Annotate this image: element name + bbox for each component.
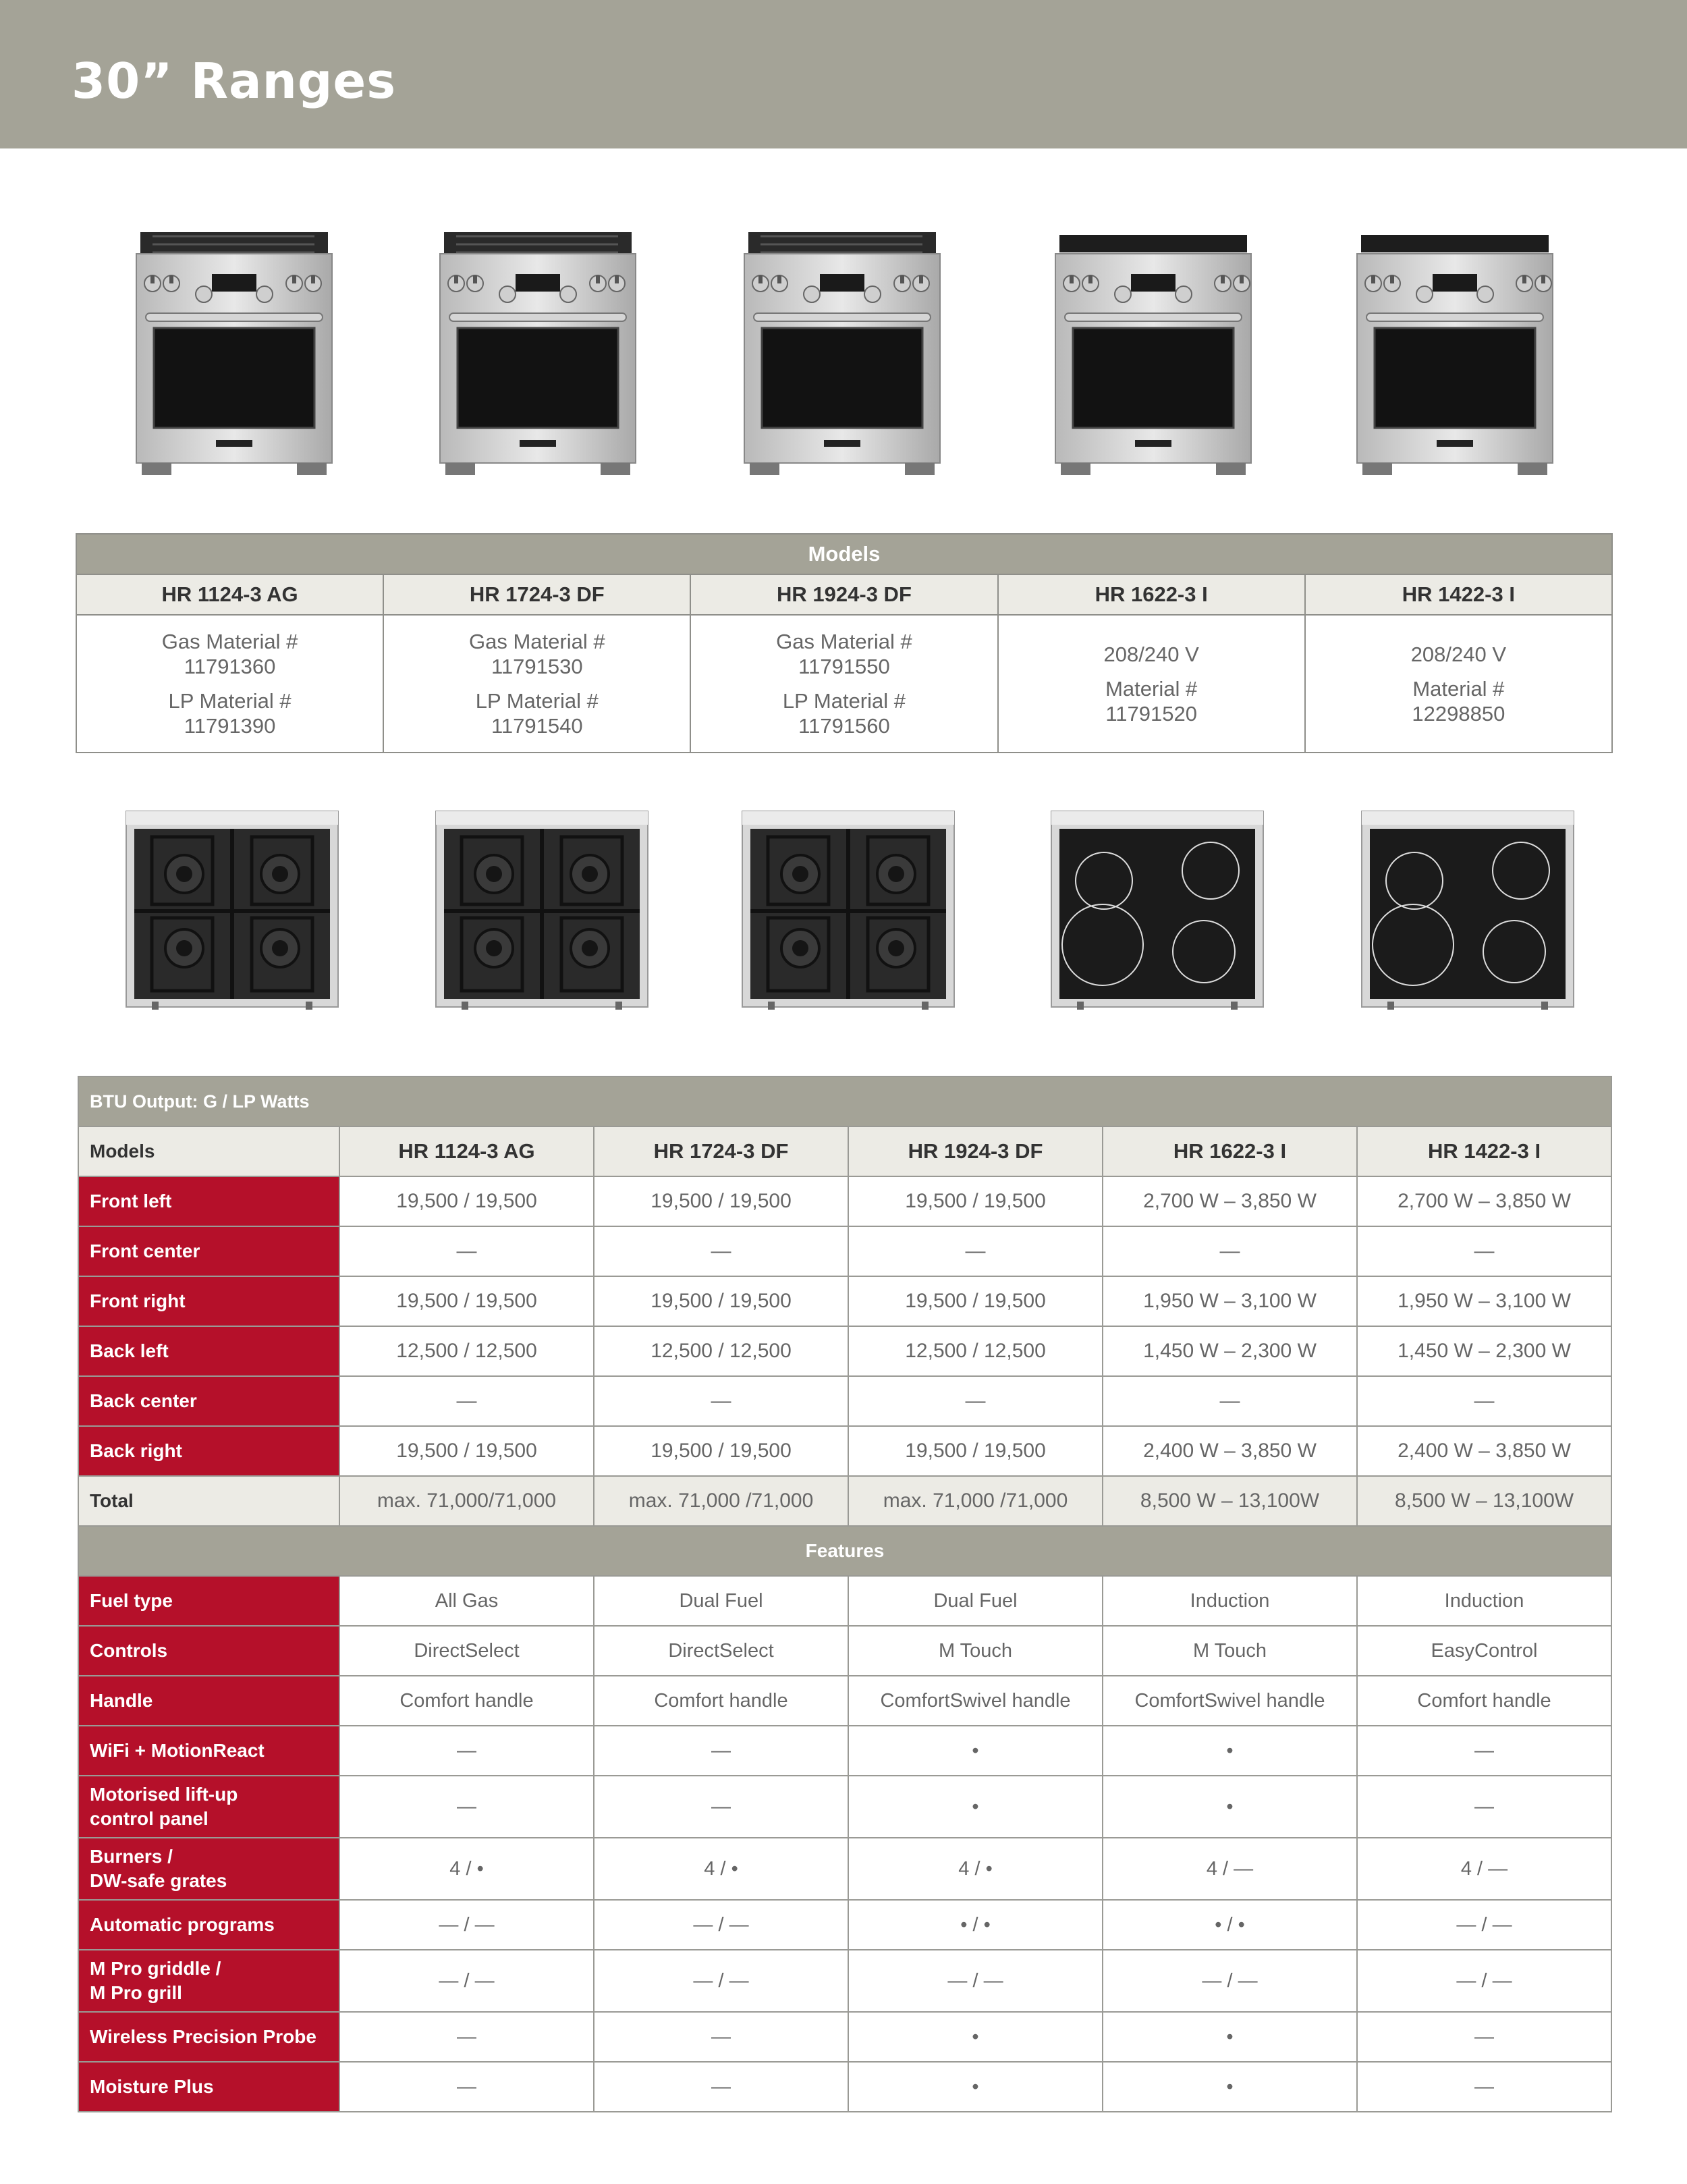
model-header-3: HR 1622-3 I bbox=[998, 574, 1305, 615]
page-title: 30” Ranges bbox=[72, 53, 397, 109]
feature-value: 4 / • bbox=[339, 1838, 594, 1900]
model-column-header: HR 1422-3 I bbox=[1357, 1126, 1611, 1176]
material-line: 11791540 bbox=[491, 714, 583, 738]
induction-cooktop-image bbox=[1050, 810, 1265, 1012]
value-cell: 2,400 W – 3,850 W bbox=[1357, 1426, 1611, 1476]
feature-value: • bbox=[1103, 2012, 1357, 2062]
feature-value: — bbox=[339, 1776, 594, 1838]
feature-value: — bbox=[594, 2062, 848, 2112]
induction-range-image bbox=[1051, 229, 1255, 479]
row-label: Back right bbox=[78, 1426, 339, 1476]
feature-value: — / — bbox=[594, 1950, 848, 2012]
model-material-cell bbox=[1305, 615, 1612, 753]
models-caption: Models bbox=[76, 534, 1612, 574]
value-cell: — bbox=[594, 1376, 848, 1426]
feature-value: — bbox=[1357, 2012, 1611, 2062]
material-line: Gas Material # bbox=[776, 630, 912, 653]
feature-value: — bbox=[1357, 2062, 1611, 2112]
feature-label bbox=[78, 1950, 339, 2012]
page-header bbox=[0, 0, 1687, 148]
feature-value: • bbox=[1103, 2062, 1357, 2112]
material-line: Gas Material # bbox=[161, 630, 298, 653]
feature-value: • bbox=[848, 1776, 1103, 1838]
model-header-0: HR 1124-3 AG bbox=[76, 574, 383, 615]
feature-label: Wireless Precision Probe bbox=[78, 2012, 339, 2062]
gas-cooktop-image bbox=[741, 810, 956, 1012]
total-value: max. 71,000/71,000 bbox=[339, 1476, 594, 1526]
material-line: 11791520 bbox=[1105, 701, 1197, 726]
feature-label bbox=[78, 1838, 339, 1900]
feature-row bbox=[78, 1900, 1611, 1950]
total-label: Total bbox=[78, 1476, 339, 1526]
material-line: 11791530 bbox=[491, 655, 583, 678]
feature-label: Automatic programs bbox=[78, 1900, 339, 1950]
material-line: 11791360 bbox=[184, 655, 276, 678]
feature-value: Induction bbox=[1357, 1576, 1611, 1626]
feature-value: 4 / • bbox=[848, 1838, 1103, 1900]
feature-value: — bbox=[1357, 1726, 1611, 1776]
model-column-header: HR 1124-3 AG bbox=[339, 1126, 594, 1176]
feature-label-line: M Pro grill bbox=[90, 1982, 182, 2003]
feature-value: 4 / — bbox=[1357, 1838, 1611, 1900]
material-line: 12298850 bbox=[1412, 701, 1505, 726]
feature-label-line: M Pro griddle / bbox=[90, 1958, 221, 1979]
table-row bbox=[78, 1176, 1611, 1226]
row-label: Front center bbox=[78, 1226, 339, 1276]
feature-value: Comfort handle bbox=[339, 1676, 594, 1726]
feature-value: — / — bbox=[848, 1950, 1103, 2012]
feature-value: — bbox=[594, 1776, 848, 1838]
feature-value: • / • bbox=[1103, 1900, 1357, 1950]
feature-value: — / — bbox=[1357, 1950, 1611, 2012]
gas-cooktop-image bbox=[125, 810, 339, 1012]
value-cell: 19,500 / 19,500 bbox=[848, 1426, 1103, 1476]
feature-value: DirectSelect bbox=[339, 1626, 594, 1676]
feature-value: — / — bbox=[1103, 1950, 1357, 2012]
material-line: 11791560 bbox=[798, 714, 890, 738]
material-line: LP Material # bbox=[782, 689, 906, 713]
induction-cooktop-image bbox=[1360, 810, 1575, 1012]
feature-value: — / — bbox=[339, 1900, 594, 1950]
feature-value: — bbox=[594, 1726, 848, 1776]
value-cell: 19,500 / 19,500 bbox=[339, 1276, 594, 1326]
row-label: Back left bbox=[78, 1326, 339, 1376]
model-header-4: HR 1422-3 I bbox=[1305, 574, 1612, 615]
features-caption: Features bbox=[78, 1526, 1611, 1576]
table-row bbox=[78, 1376, 1611, 1426]
feature-label-line: Burners / bbox=[90, 1846, 173, 1867]
value-cell: — bbox=[1103, 1226, 1357, 1276]
total-value: max. 71,000 /71,000 bbox=[848, 1476, 1103, 1526]
models-label: Models bbox=[78, 1126, 339, 1176]
feature-row bbox=[78, 1626, 1611, 1676]
value-cell: 2,700 W – 3,850 W bbox=[1103, 1176, 1357, 1226]
value-cell: — bbox=[848, 1376, 1103, 1426]
feature-label: Moisture Plus bbox=[78, 2062, 339, 2112]
value-cell: 1,950 W – 3,100 W bbox=[1357, 1276, 1611, 1326]
feature-value: • bbox=[848, 2012, 1103, 2062]
feature-value: M Touch bbox=[1103, 1626, 1357, 1676]
feature-value: 4 / • bbox=[594, 1838, 848, 1900]
value-cell: 19,500 / 19,500 bbox=[594, 1426, 848, 1476]
material-line: 11791550 bbox=[798, 655, 890, 678]
feature-value: ComfortSwivel handle bbox=[1103, 1676, 1357, 1726]
value-cell: 12,500 / 12,500 bbox=[594, 1326, 848, 1376]
row-label: Front right bbox=[78, 1276, 339, 1326]
feature-value: — / — bbox=[594, 1900, 848, 1950]
model-material-cell bbox=[383, 615, 690, 753]
feature-row bbox=[78, 1726, 1611, 1776]
material-line: Material # bbox=[1105, 676, 1198, 701]
feature-value: — bbox=[339, 2012, 594, 2062]
table-row bbox=[78, 1426, 1611, 1476]
feature-value: • bbox=[1103, 1776, 1357, 1838]
feature-value: — / — bbox=[339, 1950, 594, 2012]
model-column-header: HR 1622-3 I bbox=[1103, 1126, 1357, 1176]
gas-range-image bbox=[740, 229, 944, 479]
feature-value: M Touch bbox=[848, 1626, 1103, 1676]
feature-value: — bbox=[594, 2012, 848, 2062]
feature-row bbox=[78, 1950, 1611, 2012]
value-cell: — bbox=[1357, 1376, 1611, 1426]
feature-value: — bbox=[339, 1726, 594, 1776]
value-cell: 2,700 W – 3,850 W bbox=[1357, 1176, 1611, 1226]
feature-label bbox=[78, 1776, 339, 1838]
value-cell: 19,500 / 19,500 bbox=[339, 1176, 594, 1226]
model-header-2: HR 1924-3 DF bbox=[690, 574, 997, 615]
value-cell: 19,500 / 19,500 bbox=[848, 1176, 1103, 1226]
feature-row bbox=[78, 1838, 1611, 1900]
value-cell: — bbox=[1103, 1376, 1357, 1426]
feature-value: • bbox=[848, 1726, 1103, 1776]
feature-value: DirectSelect bbox=[594, 1626, 848, 1676]
value-cell: 2,400 W – 3,850 W bbox=[1103, 1426, 1357, 1476]
feature-label: Fuel type bbox=[78, 1576, 339, 1626]
value-cell: 1,450 W – 2,300 W bbox=[1357, 1326, 1611, 1376]
table-row bbox=[78, 1276, 1611, 1326]
gas-range-image bbox=[436, 229, 640, 479]
material-line: 208/240 V bbox=[1103, 642, 1199, 666]
feature-label-line: control panel bbox=[90, 1808, 209, 1829]
feature-row bbox=[78, 1576, 1611, 1626]
table-row bbox=[78, 1226, 1611, 1276]
feature-value: Comfort handle bbox=[594, 1676, 848, 1726]
row-label: Front left bbox=[78, 1176, 339, 1226]
feature-value: Dual Fuel bbox=[594, 1576, 848, 1626]
feature-value: — bbox=[339, 2062, 594, 2112]
gas-range-image bbox=[132, 229, 336, 479]
value-cell: — bbox=[1357, 1226, 1611, 1276]
feature-row bbox=[78, 1776, 1611, 1838]
value-cell: 19,500 / 19,500 bbox=[594, 1276, 848, 1326]
feature-value: All Gas bbox=[339, 1576, 594, 1626]
model-material-cell bbox=[998, 615, 1305, 753]
feature-value: ComfortSwivel handle bbox=[848, 1676, 1103, 1726]
material-line: LP Material # bbox=[168, 689, 292, 713]
btu-table bbox=[78, 1076, 1612, 2112]
total-value: 8,500 W – 13,100W bbox=[1103, 1476, 1357, 1526]
material-line: 208/240 V bbox=[1410, 642, 1507, 666]
feature-label: Controls bbox=[78, 1626, 339, 1676]
feature-value: EasyControl bbox=[1357, 1626, 1611, 1676]
value-cell: — bbox=[339, 1376, 594, 1426]
feature-label-line: Motorised lift-up bbox=[90, 1784, 238, 1805]
btu-caption: BTU Output: G / LP Watts bbox=[78, 1076, 1611, 1126]
feature-label: WiFi + MotionReact bbox=[78, 1726, 339, 1776]
value-cell: 1,450 W – 2,300 W bbox=[1103, 1326, 1357, 1376]
value-cell: 19,500 / 19,500 bbox=[848, 1276, 1103, 1326]
feature-value: • / • bbox=[848, 1900, 1103, 1950]
models-table bbox=[76, 533, 1613, 753]
feature-value: — bbox=[1357, 1776, 1611, 1838]
model-column-header: HR 1924-3 DF bbox=[848, 1126, 1103, 1176]
value-cell: 19,500 / 19,500 bbox=[594, 1176, 848, 1226]
feature-value: Dual Fuel bbox=[848, 1576, 1103, 1626]
feature-row bbox=[78, 2062, 1611, 2112]
value-cell: 12,500 / 12,500 bbox=[339, 1326, 594, 1376]
value-cell: 12,500 / 12,500 bbox=[848, 1326, 1103, 1376]
feature-row bbox=[78, 1676, 1611, 1726]
feature-label: Handle bbox=[78, 1676, 339, 1726]
model-header-1: HR 1724-3 DF bbox=[383, 574, 690, 615]
value-cell: 19,500 / 19,500 bbox=[339, 1426, 594, 1476]
table-row bbox=[78, 1326, 1611, 1376]
material-line: Material # bbox=[1412, 676, 1505, 701]
feature-value: 4 / — bbox=[1103, 1838, 1357, 1900]
feature-value: • bbox=[1103, 1726, 1357, 1776]
material-line: 11791390 bbox=[184, 714, 276, 738]
model-material-cell bbox=[76, 615, 383, 753]
feature-row bbox=[78, 2012, 1611, 2062]
feature-value: Induction bbox=[1103, 1576, 1357, 1626]
total-value: 8,500 W – 13,100W bbox=[1357, 1476, 1611, 1526]
material-line: LP Material # bbox=[475, 689, 599, 713]
model-column-header: HR 1724-3 DF bbox=[594, 1126, 848, 1176]
feature-value: • bbox=[848, 2062, 1103, 2112]
value-cell: — bbox=[594, 1226, 848, 1276]
value-cell: — bbox=[339, 1226, 594, 1276]
material-line: Gas Material # bbox=[468, 630, 605, 653]
value-cell: — bbox=[848, 1226, 1103, 1276]
feature-label-line: DW-safe grates bbox=[90, 1870, 227, 1891]
feature-value: — / — bbox=[1357, 1900, 1611, 1950]
value-cell: 1,950 W – 3,100 W bbox=[1103, 1276, 1357, 1326]
feature-value: Comfort handle bbox=[1357, 1676, 1611, 1726]
induction-range-image bbox=[1353, 229, 1557, 479]
total-value: max. 71,000 /71,000 bbox=[594, 1476, 848, 1526]
row-label: Back center bbox=[78, 1376, 339, 1426]
model-material-cell bbox=[690, 615, 997, 753]
gas-cooktop-image bbox=[435, 810, 649, 1012]
